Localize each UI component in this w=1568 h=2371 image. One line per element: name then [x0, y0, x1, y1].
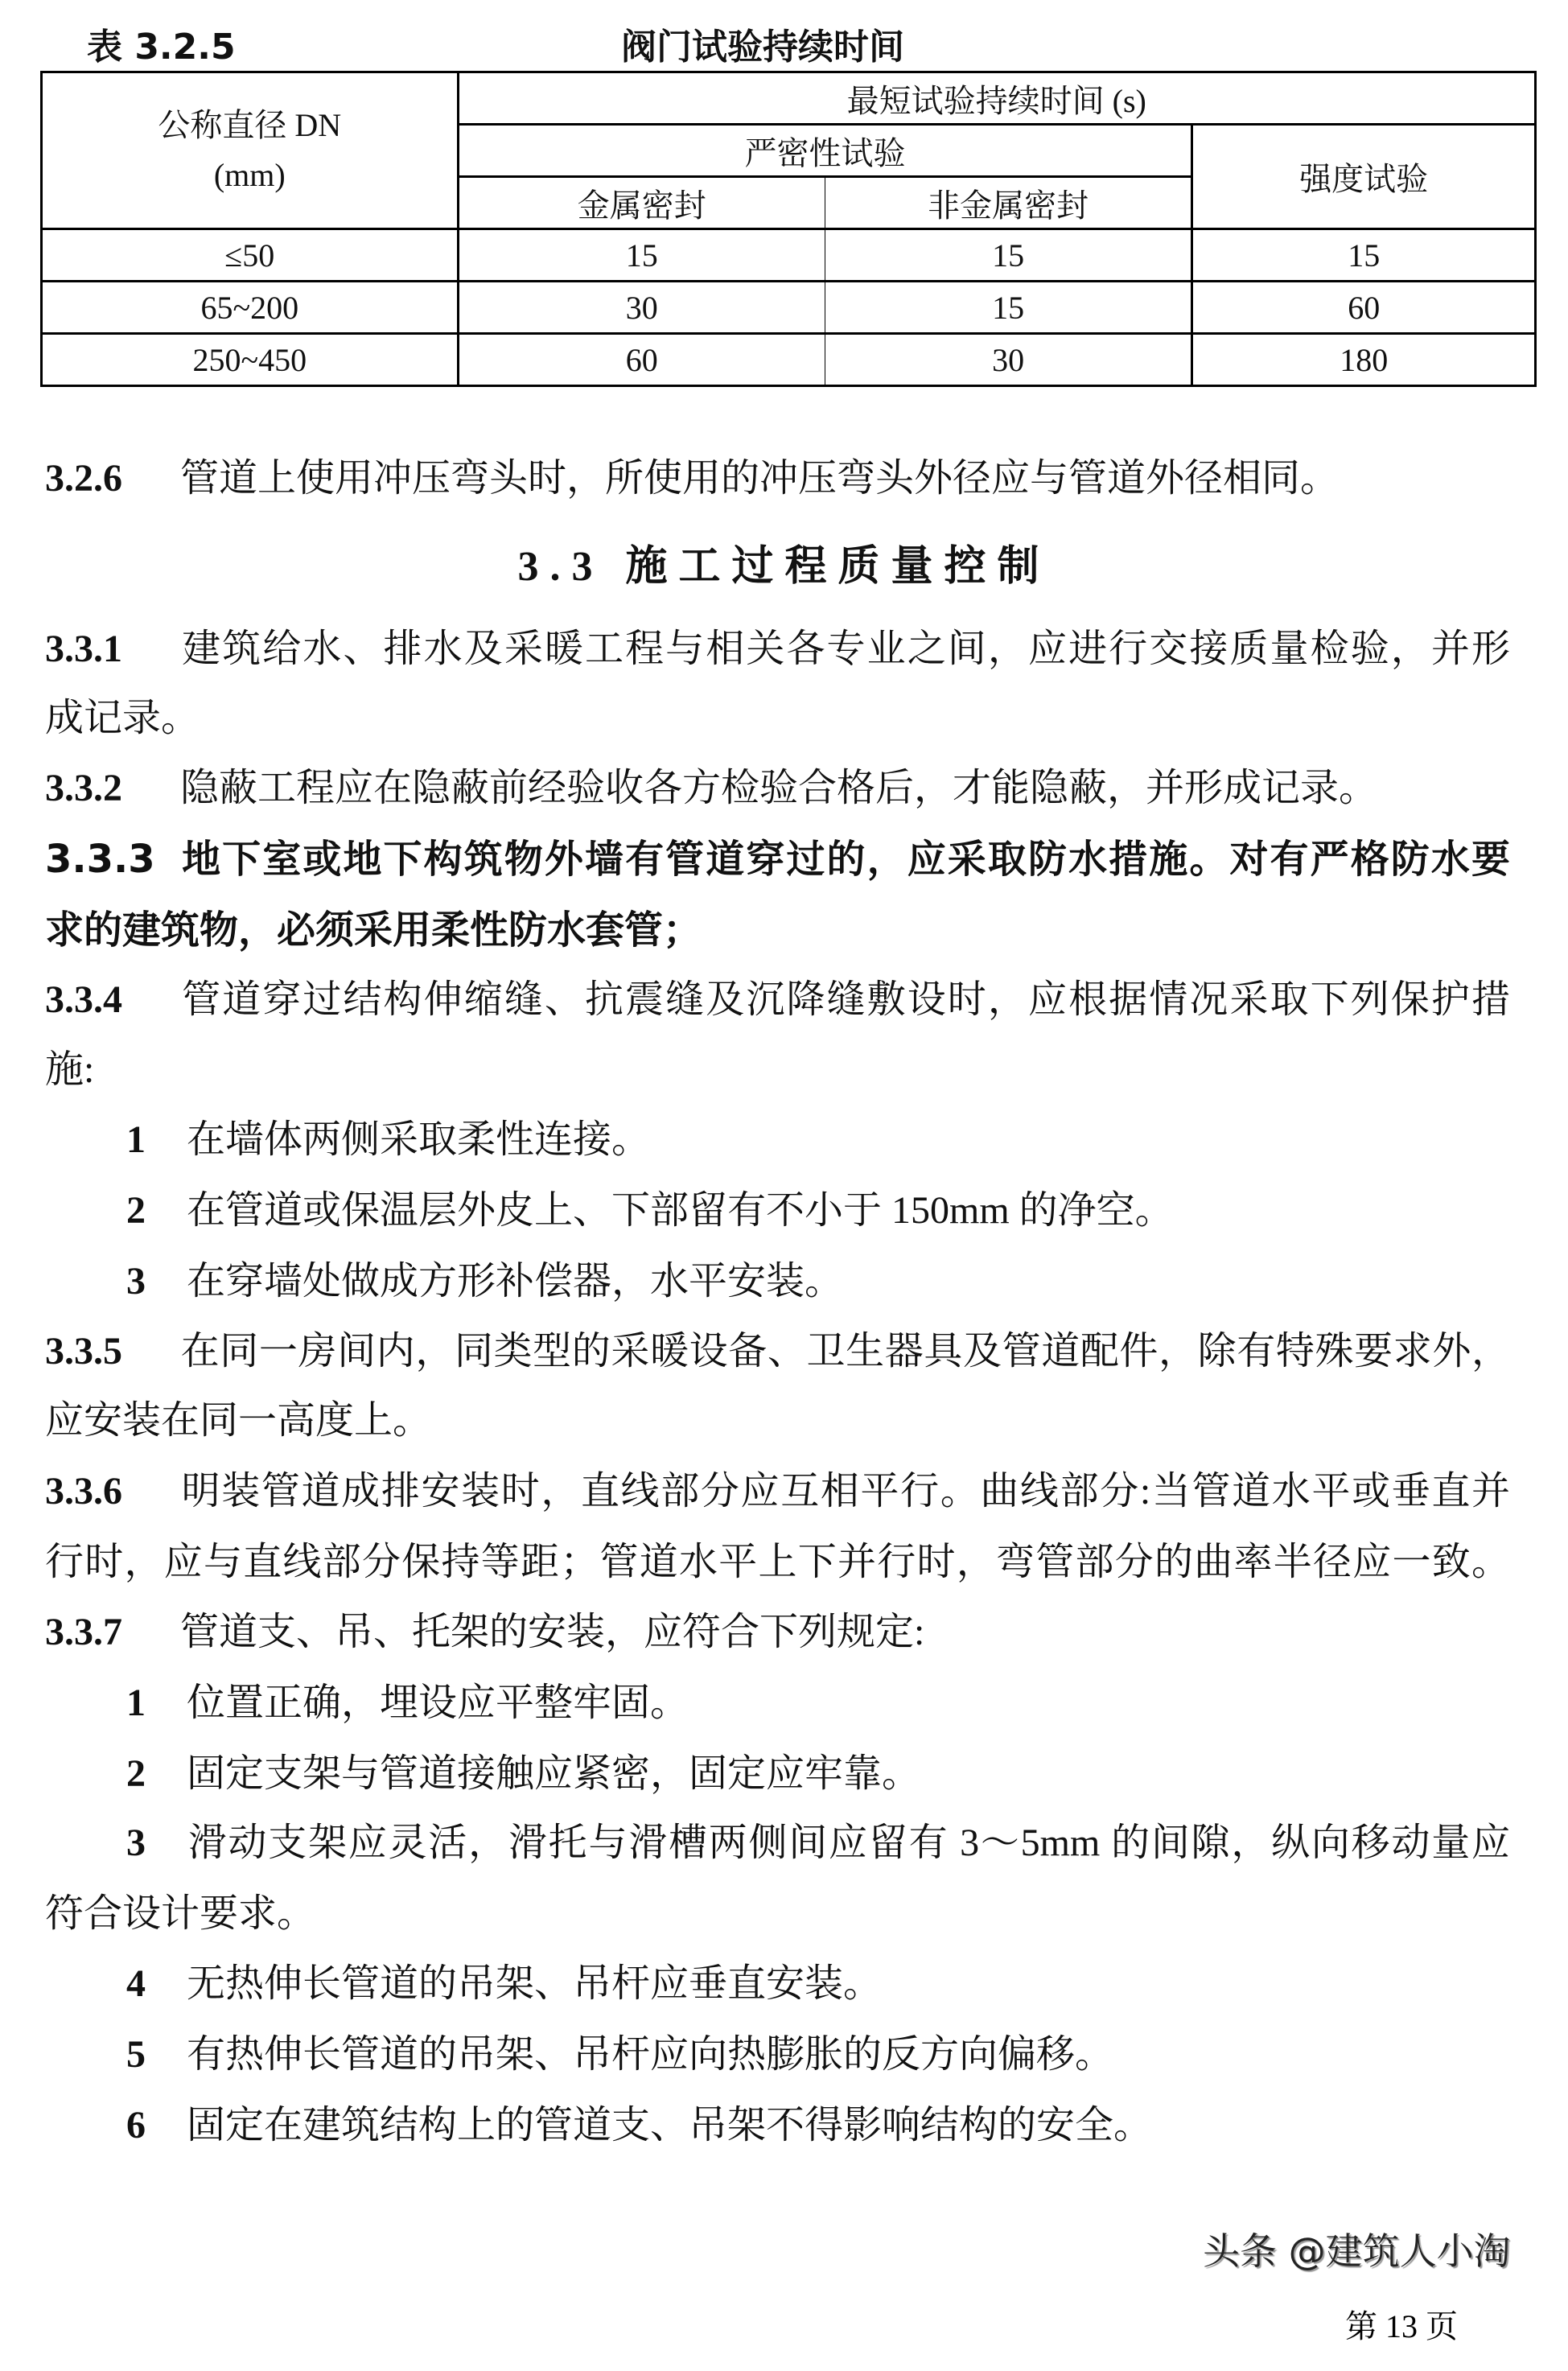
paragraph-line [45, 1397, 1510, 1445]
list-item [126, 1819, 1510, 1867]
page-number: 第 13 页 [1345, 2308, 1458, 2344]
clause-text: 在穿墙处做成方形补偿器，水平安装。 [187, 1260, 844, 1303]
clause-number: 1 [126, 1118, 146, 1161]
clause-number: 3.3.3 [45, 837, 155, 882]
table-row [42, 229, 1536, 282]
paragraph-line [45, 455, 1510, 503]
clause-number: 3.3.6 [45, 1470, 122, 1513]
section-heading: 3.3 施工过程质量控制 [517, 544, 1051, 590]
header-min-time: 最短试验持续时间 (s) [458, 72, 1535, 125]
clause-text: 管道穿过结构伸缩缝、抗震缝及沉降缝敷设时，应根据情况采取下列保护措 [180, 978, 1510, 1021]
clause-number: 3.3.2 [45, 767, 122, 809]
cell-dn: ≤50 [42, 229, 459, 282]
clause-text: 地下室或地下构筑物外墙有管道穿过的，应采取防水措施。对有严格防水要 [180, 837, 1510, 882]
paragraph-line [45, 1328, 1510, 1376]
clause-text: 管道支、吊、托架的安装，应符合下列规定: [180, 1611, 925, 1653]
clause-number: 1 [126, 1682, 146, 1724]
cell-metal: 15 [458, 229, 825, 282]
paragraph-line [45, 1538, 1510, 1587]
header-dn-label: 公称直径 DN [158, 107, 342, 143]
paragraph-line [45, 906, 1510, 954]
clause-text: 求的建筑物，必须采用柔性防水套管； [45, 908, 702, 953]
paragraph-line [45, 625, 1510, 673]
header-strength: 强度试验 [1192, 125, 1536, 229]
clause-text: 位置正确，埋设应平整牢固。 [187, 1682, 689, 1724]
paragraph-line [45, 764, 1510, 813]
clause-text: 明装管道成排安装时，直线部分应互相平行。曲线部分:当管道水平或垂直并 [180, 1470, 1510, 1513]
table-row [42, 334, 1536, 386]
clause-number: 3.3.5 [45, 1330, 122, 1373]
clause-number: 3.3.4 [45, 978, 122, 1021]
clause-text: 无热伸长管道的吊架、吊杆应垂直安装。 [187, 1962, 883, 2005]
list-item [126, 1116, 1510, 1164]
cell-nonmetal: 30 [825, 334, 1191, 386]
cell-metal: 30 [458, 282, 825, 334]
clause-number: 3.3.1 [45, 628, 122, 670]
cell-metal: 60 [458, 334, 825, 386]
clause-number: 3 [126, 1821, 146, 1864]
clause-text: 在同一房间内，同类型的采暖设备、卫生器具及管道配件，除有特殊要求外， [180, 1330, 1510, 1373]
clause-text: 固定在建筑结构上的管道支、吊架不得影响结构的安全。 [187, 2104, 1153, 2147]
header-nonmetal: 非金属密封 [825, 177, 1191, 229]
cell-strength: 15 [1192, 229, 1536, 282]
header-dn [42, 72, 459, 229]
clause-number: 3 [126, 1260, 146, 1303]
clause-text: 施: [45, 1048, 95, 1091]
paragraph-line [45, 1890, 1510, 1938]
cell-dn: 65~200 [42, 282, 459, 334]
clause-text: 有热伸长管道的吊架、吊杆应向热膨胀的反方向偏移。 [187, 2033, 1114, 2076]
paragraph-line [45, 835, 1510, 883]
clause-number: 3.2.6 [45, 457, 122, 500]
cell-nonmetal: 15 [825, 282, 1191, 334]
clause-text: 滑动支架应灵活，滑托与滑槽两侧间应留有 3～5mm 的间隙，纵向移动量应 [187, 1821, 1510, 1864]
clause-number: 3.3.7 [45, 1611, 122, 1653]
list-item [126, 1679, 1510, 1727]
cell-nonmetal: 15 [825, 229, 1191, 282]
clause-text: 符合设计要求。 [45, 1892, 316, 1935]
clause-number: 2 [126, 1189, 146, 1232]
table-row [42, 282, 1536, 334]
header-metal: 金属密封 [458, 177, 825, 229]
cell-dn: 250~450 [42, 334, 459, 386]
list-item [126, 2031, 1510, 2079]
clause-text: 在墙体两侧采取柔性连接。 [187, 1118, 651, 1161]
watermark: 头条 @建筑人小淘 [1203, 2229, 1511, 2273]
clause-text: 管道上使用冲压弯头时，所使用的冲压弯头外径应与管道外径相同。 [180, 457, 1340, 500]
clause-text: 成记录。 [45, 697, 200, 739]
clause-text: 应安装在同一高度上。 [45, 1399, 432, 1442]
table-number: 表 3.2.5 [87, 27, 236, 68]
paragraph-line [45, 1046, 1510, 1094]
list-item [126, 2101, 1510, 2150]
clause-text: 建筑给水、排水及采暖工程与相关各专业之间，应进行交接质量检验，并形 [180, 628, 1510, 670]
clause-number: 5 [126, 2033, 146, 2076]
header-tightness: 严密性试验 [458, 125, 1192, 177]
clause-text: 在管道或保温层外皮上、下部留有不小于 150mm 的净空。 [187, 1189, 1174, 1232]
clause-text: 隐蔽工程应在隐蔽前经验收各方检验合格后，才能隐蔽，并形成记录。 [180, 767, 1378, 809]
paragraph-line [45, 1608, 1510, 1657]
cell-strength: 180 [1192, 334, 1536, 386]
valve-test-duration-table [40, 71, 1537, 387]
clause-text: 固定支架与管道接触应紧密，固定应牢靠。 [187, 1752, 921, 1795]
clause-number: 2 [126, 1752, 146, 1795]
list-item [126, 1960, 1510, 2008]
list-item [126, 1258, 1510, 1306]
paragraph-line [45, 694, 1510, 743]
list-item [126, 1187, 1510, 1235]
paragraph-line [45, 976, 1510, 1024]
table-title: 阀门试验持续时间 [621, 27, 904, 68]
cell-strength: 60 [1192, 282, 1536, 334]
clause-number: 4 [126, 1962, 146, 2005]
paragraph-line [45, 1467, 1510, 1516]
clause-text: 行时，应与直线部分保持等距；管道水平上下并行时，弯管部分的曲率半径应一致。 [45, 1541, 1510, 1583]
clause-number: 6 [126, 2104, 146, 2147]
header-dn-unit: (mm) [213, 157, 286, 193]
list-item [126, 1750, 1510, 1798]
